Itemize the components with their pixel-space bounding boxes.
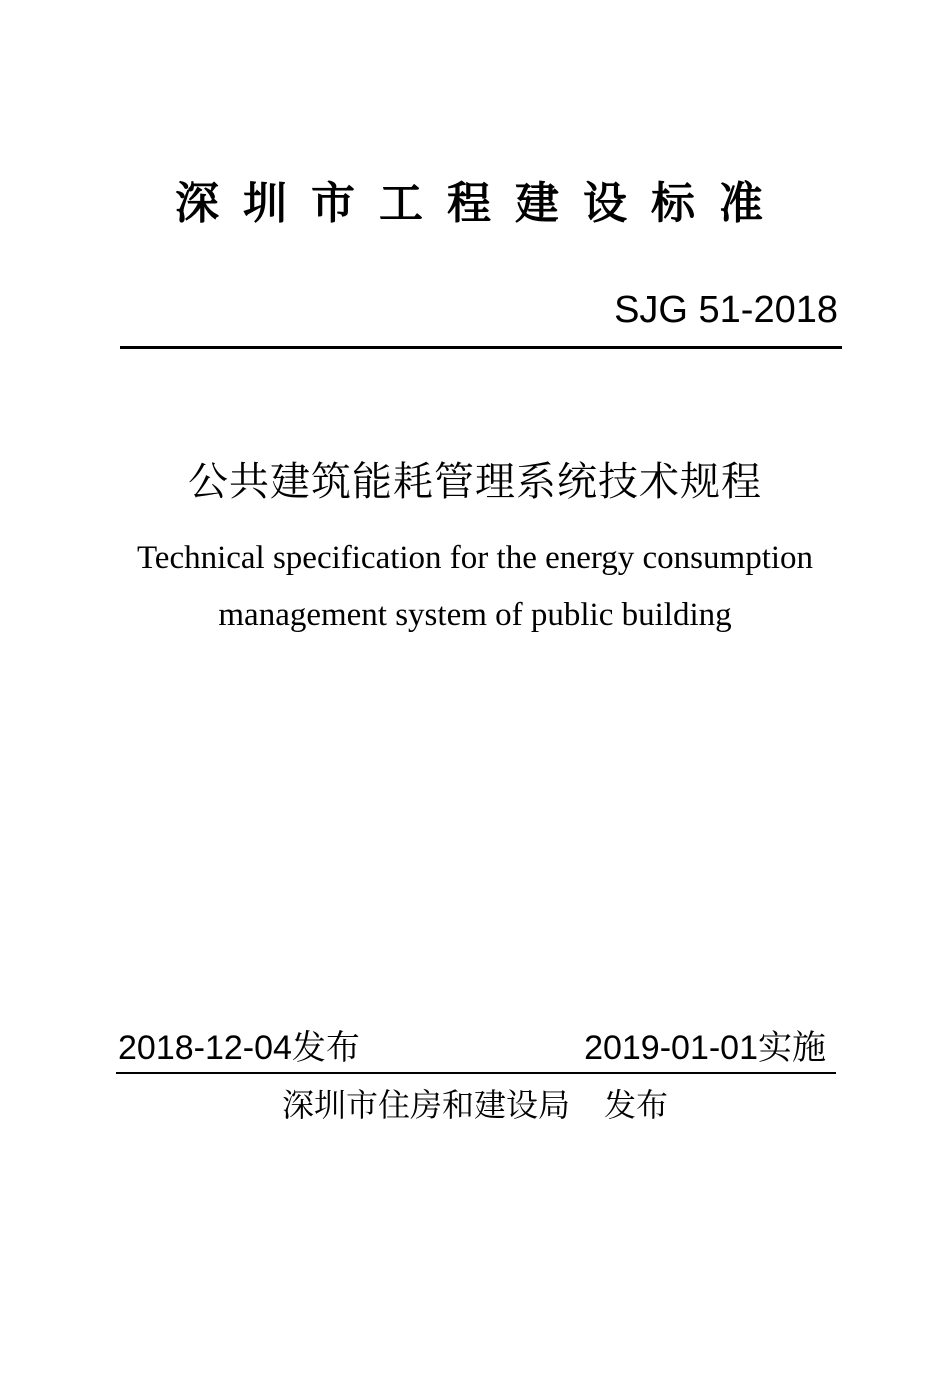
bottom-divider (116, 1072, 836, 1074)
publisher-name: 深圳市住房和建设局 (281, 1086, 570, 1124)
top-divider (120, 346, 842, 349)
publisher-line (0, 1082, 950, 1128)
title-english-line-1: Technical specification for the energy consumption (136, 540, 814, 576)
series-title: 深圳市工程建设标准 (175, 178, 787, 229)
standard-code: SJG 51-2018 (614, 289, 838, 331)
publisher-action: 发布 (604, 1086, 669, 1124)
effective-date: 2019-01-01实施 (584, 1029, 826, 1067)
title-english-line-2: management system of public building (218, 597, 732, 633)
issue-date: 2018-12-04发布 (118, 1029, 360, 1067)
title-chinese: 公共建筑能耗管理系统技术规程 (188, 459, 762, 505)
